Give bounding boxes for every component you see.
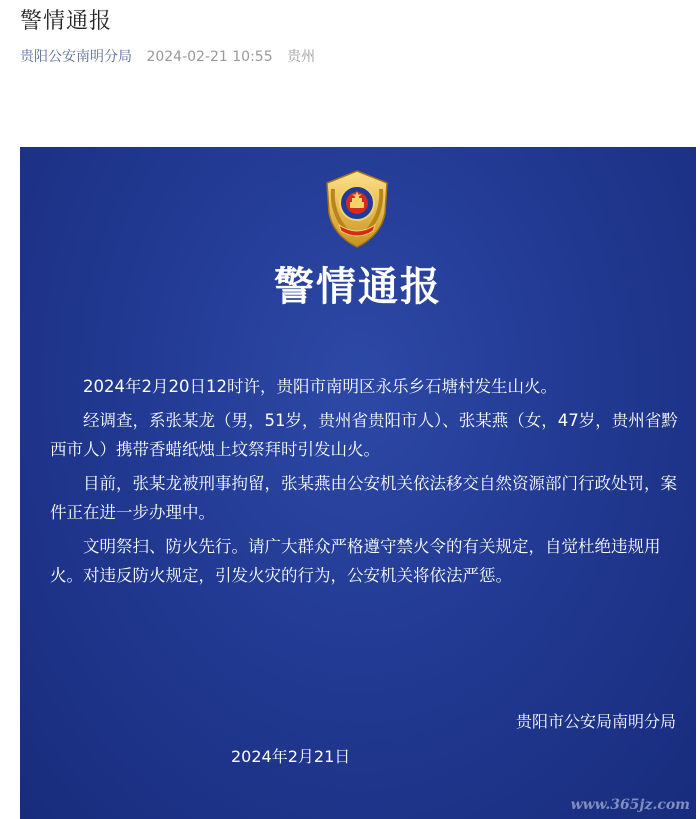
notice-paragraph: 文明祭扫、防火先行。请广大群众严格遵守禁火令的有关规定，自觉杜绝违规用火。对违反防火规定，引发火灾的行为，公安机关将依法严惩。 <box>50 536 661 585</box>
police-emblem-icon <box>317 169 397 249</box>
notice-image <box>20 147 696 819</box>
post-region: 贵州 <box>287 49 316 65</box>
notice-paragraph: 2024年2月20日12时许，贵阳市南明区永乐乡石塘村发生山火。 <box>83 377 557 396</box>
notice-paragraph: 目前，张某龙被刑事拘留，张某燕由公安机关依法移交自然资源部门行政处罚，案件正在进一步办理中。 <box>50 473 677 522</box>
post-title: 警情通报 <box>20 9 113 34</box>
post-datetime: 2024-02-21 10:55 <box>146 49 273 65</box>
post-meta <box>20 46 315 66</box>
watermark: www.365jz.com <box>570 797 690 813</box>
account-link[interactable]: 贵阳公安南明分局 <box>20 49 132 65</box>
notice-paragraph: 经调查，系张某龙（男，51岁，贵州省贵阳市人）、张某燕（女，47岁，贵州省黔西市人）携带香蜡纸烛上坟祭拜时引发山火。 <box>50 410 678 459</box>
notice-date: 2024年2月21日 <box>231 747 351 766</box>
notice-signature: 贵阳市公安局南明分局 <box>515 712 676 731</box>
notice-body <box>50 372 678 595</box>
notice-title: 警情通报 <box>274 264 442 310</box>
